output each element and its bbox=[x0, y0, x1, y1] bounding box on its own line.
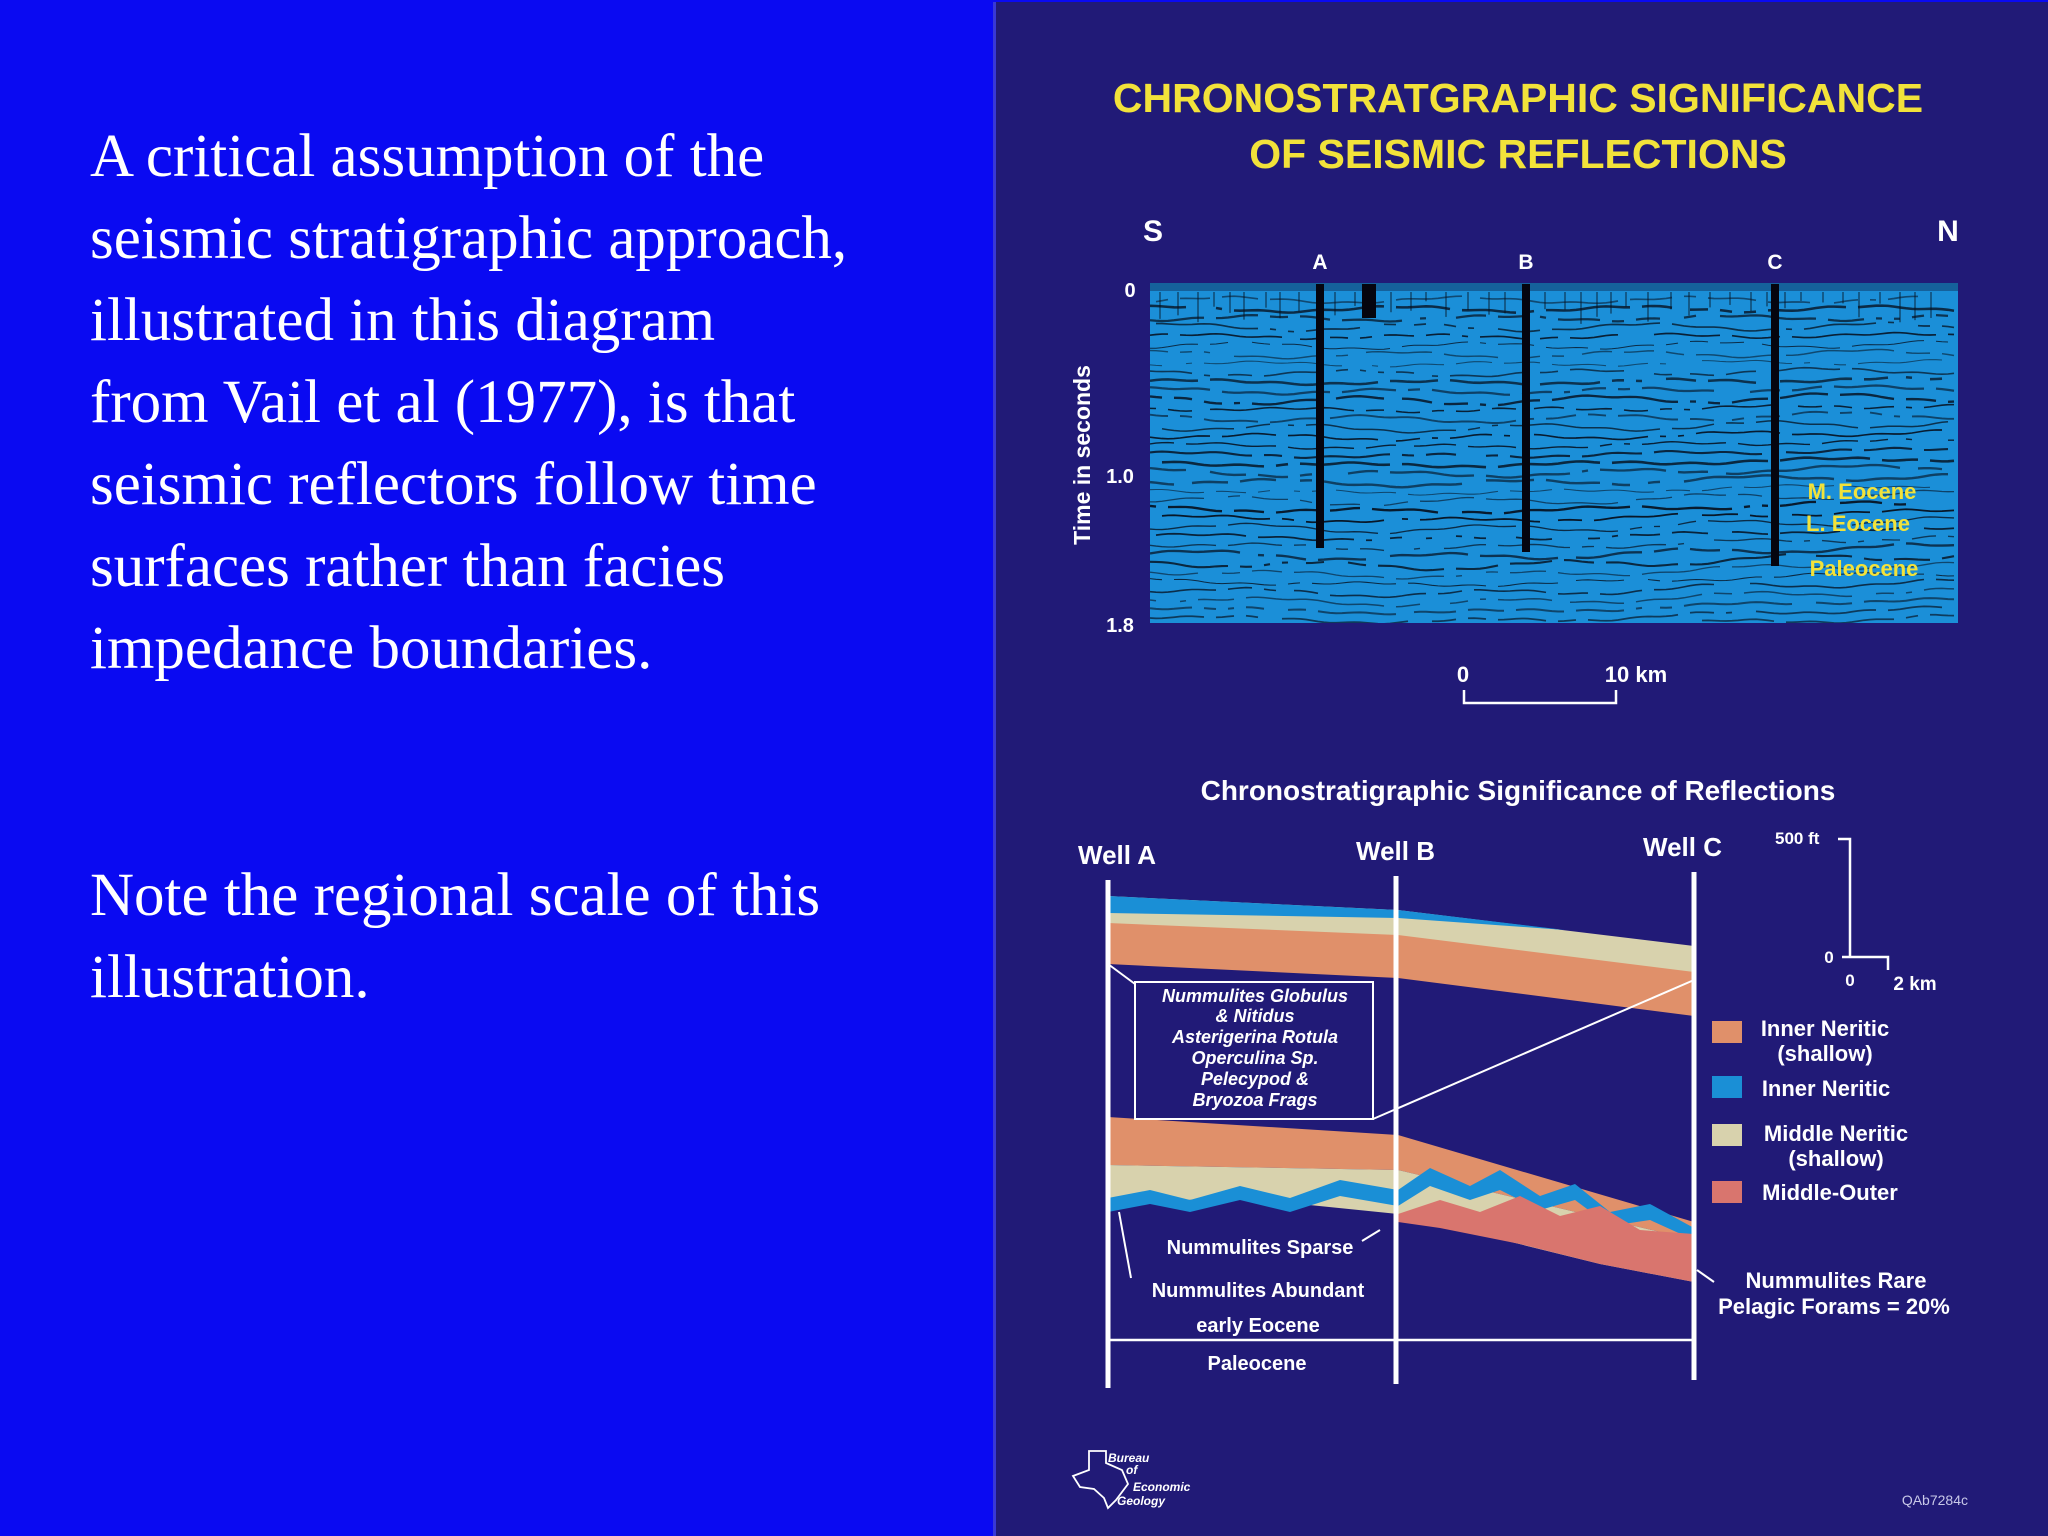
legend-swatch-middle-neritic-shallow bbox=[1712, 1124, 1742, 1146]
legend-label-middle-neritic: Middle Neritic bbox=[1763, 1121, 1909, 1146]
seismic-well-a-line bbox=[1316, 284, 1324, 548]
seismic-well-c-label: C bbox=[1767, 251, 1783, 274]
direction-north-label: N bbox=[1937, 215, 1959, 248]
text-line: A critical assumption of the bbox=[90, 123, 765, 190]
fossil-line: Asterigerina Rotula bbox=[1171, 1027, 1339, 1047]
bureau-economic-geology-logo bbox=[1073, 1451, 1191, 1508]
well-b-label: Well B bbox=[1356, 836, 1435, 866]
seismic-profile bbox=[1150, 283, 1958, 634]
legend-label-inner-neritic-shallow: Inner Neritic bbox=[1760, 1016, 1890, 1041]
sparse-leader-line bbox=[1362, 1230, 1380, 1241]
seismic-top-edge bbox=[1150, 283, 1958, 291]
time-tick-1-8: 1.8 bbox=[1106, 615, 1134, 637]
fossil-line: Operculina Sp. bbox=[1191, 1048, 1319, 1068]
legend-swatch-middle-outer bbox=[1712, 1181, 1742, 1203]
horizon-label-l-eocene: L. Eocene bbox=[1806, 511, 1910, 536]
seismic-well-a-label: A bbox=[1312, 251, 1328, 274]
fossil-line: Pelecypod & bbox=[1200, 1069, 1310, 1089]
svg-text:Geology: Geology bbox=[1117, 1494, 1166, 1508]
horizon-label-paleocene: Paleocene bbox=[1809, 556, 1919, 581]
figure-title-line2: OF SEISMIC REFLECTIONS bbox=[1249, 131, 1787, 177]
text-panel bbox=[0, 0, 990, 1536]
vertical-scale-label: 500 ft bbox=[1775, 829, 1820, 848]
text-line: seismic stratigraphic approach, bbox=[90, 205, 848, 272]
legend-label-shallow: (shallow) bbox=[1777, 1041, 1873, 1066]
text-line: Note the regional scale of this bbox=[90, 862, 821, 929]
fossil-line: Nummulites Globulus bbox=[1161, 986, 1349, 1006]
well-a-label: Well A bbox=[1078, 840, 1157, 870]
nummulites-abundant-label: Nummulites Abundant bbox=[1151, 1280, 1365, 1302]
nummulites-sparse-label: Nummulites Sparse bbox=[1166, 1237, 1354, 1259]
early-eocene-label: early Eocene bbox=[1196, 1315, 1320, 1337]
svg-text:Economic: Economic bbox=[1133, 1480, 1191, 1494]
legend-swatch-inner-neritic bbox=[1712, 1076, 1742, 1098]
figure-title-line1: CHRONOSTRATGRAPHIC SIGNIFICANCE bbox=[1112, 75, 1924, 121]
time-tick-0: 0 bbox=[1124, 280, 1136, 302]
text-line: illustration. bbox=[90, 944, 370, 1011]
horizontal-scale-end: 2 km bbox=[1893, 974, 1937, 995]
seismic-scale-bar bbox=[1457, 662, 1667, 703]
seismic-well-b-label: B bbox=[1518, 251, 1534, 274]
svg-text:of: of bbox=[1126, 1463, 1138, 1477]
fossil-line: & Nitidus bbox=[1215, 1006, 1295, 1026]
seismic-near-surface-noise bbox=[1362, 284, 1376, 318]
nummulites-rare-label: Nummulites Rare bbox=[1745, 1268, 1927, 1293]
direction-south-label: S bbox=[1142, 215, 1164, 248]
figure-panel bbox=[993, 2, 2048, 1536]
abundant-leader-line bbox=[1119, 1212, 1131, 1278]
fossil-line: Bryozoa Frags bbox=[1192, 1090, 1318, 1110]
seismic-well-b-line bbox=[1522, 284, 1530, 552]
text-line: from Vail et al (1977), is that bbox=[90, 369, 796, 436]
section-title: Chronostratigraphic Significance of Reflections bbox=[1200, 775, 1836, 806]
legend-swatch-inner-neritic-shallow bbox=[1712, 1021, 1742, 1043]
time-tick-1: 1.0 bbox=[1106, 466, 1134, 488]
text-line: illustrated in this diagram bbox=[90, 287, 716, 354]
rare-leader-line bbox=[1697, 1270, 1714, 1282]
facies-legend bbox=[1712, 1016, 1908, 1205]
section-scale bbox=[1775, 829, 1937, 995]
text-line: surfaces rather than facies bbox=[90, 533, 726, 600]
scale-bar-start-label: 0 bbox=[1456, 662, 1470, 687]
well-c-label: Well C bbox=[1643, 832, 1722, 862]
svg-text:Bureau: Bureau bbox=[1108, 1451, 1150, 1465]
pelagic-forams-label: Pelagic Forams = 20% bbox=[1718, 1294, 1950, 1319]
chronostratigraphy-figure bbox=[996, 2, 2048, 1536]
horizontal-scale-start: 0 bbox=[1845, 971, 1855, 990]
text-line: impedance boundaries. bbox=[90, 615, 653, 682]
note-paragraph bbox=[90, 855, 820, 1019]
description-paragraph bbox=[90, 116, 847, 690]
vertical-scale-zero: 0 bbox=[1824, 948, 1834, 967]
horizon-label-m-eocene: M. Eocene bbox=[1807, 479, 1917, 504]
figure-code: QAb7284c bbox=[1901, 1492, 1968, 1508]
legend-label-inner-neritic: Inner Neritic bbox=[1761, 1076, 1891, 1101]
time-axis-label: Time in seconds bbox=[1069, 365, 1095, 545]
legend-label-shallow: (shallow) bbox=[1788, 1146, 1884, 1171]
legend-label-middle-outer: Middle-Outer bbox=[1762, 1180, 1898, 1205]
paleocene-label: Paleocene bbox=[1207, 1353, 1307, 1375]
text-line: seismic reflectors follow time bbox=[90, 451, 817, 518]
scale-bar-end-label: 10 km bbox=[1604, 662, 1668, 687]
seismic-well-c-line bbox=[1771, 284, 1779, 566]
